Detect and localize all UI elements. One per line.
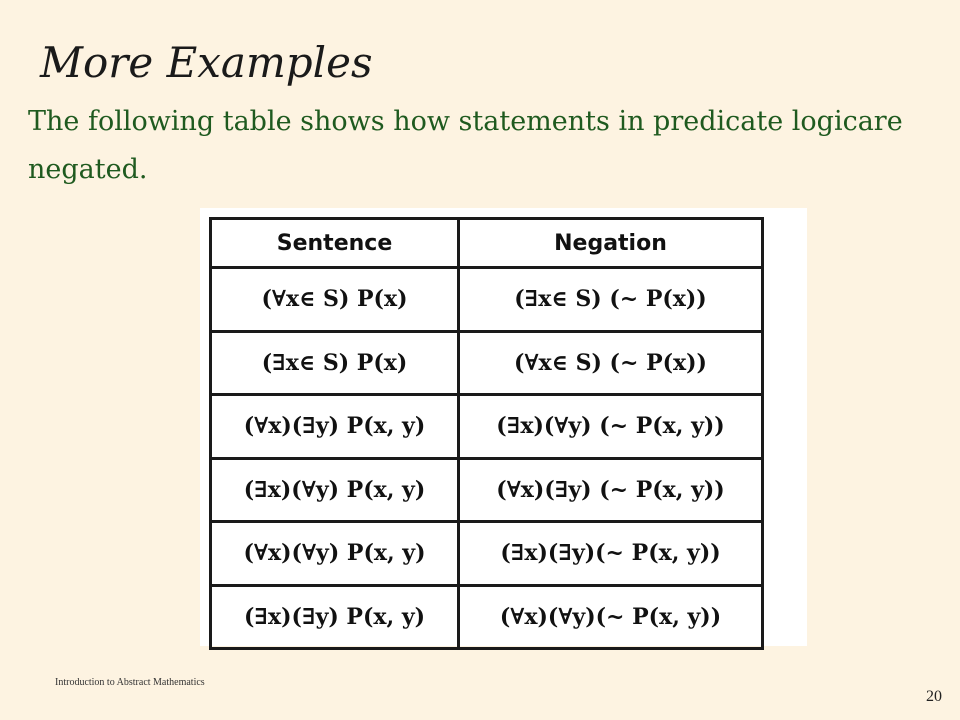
page-number: 20 [926, 688, 942, 705]
sentence-cell: (∃x)(∃y) P(x, y) [211, 585, 459, 649]
sentence-cell: (∀x)(∃y) P(x, y) [211, 395, 459, 459]
table-row [211, 458, 763, 522]
negation-cell: (∃x)(∃y)(~ P(x, y)) [459, 522, 763, 586]
table-row [211, 331, 763, 395]
sentence-cell: (∀x)(∀y) P(x, y) [211, 522, 459, 586]
negation-cell: (∀x)(∀y)(~ P(x, y)) [459, 585, 763, 649]
negation-table [209, 217, 764, 650]
table-row [211, 268, 763, 332]
negation-cell: (∀x)(∃y) (~ P(x, y)) [459, 458, 763, 522]
negation-cell: (∃x)(∀y) (~ P(x, y)) [459, 395, 763, 459]
slide-body-text: The following table shows how statements in predicate logicare negated. [28, 106, 903, 185]
sentence-cell: (∃x)(∀y) P(x, y) [211, 458, 459, 522]
negation-table-image [200, 208, 807, 646]
slide-footer: Introduction to Abstract Mathematics [55, 677, 205, 688]
table-header-row [211, 219, 763, 268]
table-row [211, 585, 763, 649]
negation-cell: (∃x∈ S) (~ P(x)) [459, 268, 763, 332]
sentence-cell: (∀x∈ S) P(x) [211, 268, 459, 332]
negation-cell: (∀x∈ S) (~ P(x)) [459, 331, 763, 395]
sentence-cell: (∃x∈ S) P(x) [211, 331, 459, 395]
header-negation: Negation [459, 219, 763, 268]
header-sentence: Sentence [211, 219, 459, 268]
table-row [211, 395, 763, 459]
slide-title: More Examples [40, 38, 373, 87]
table-row [211, 522, 763, 586]
